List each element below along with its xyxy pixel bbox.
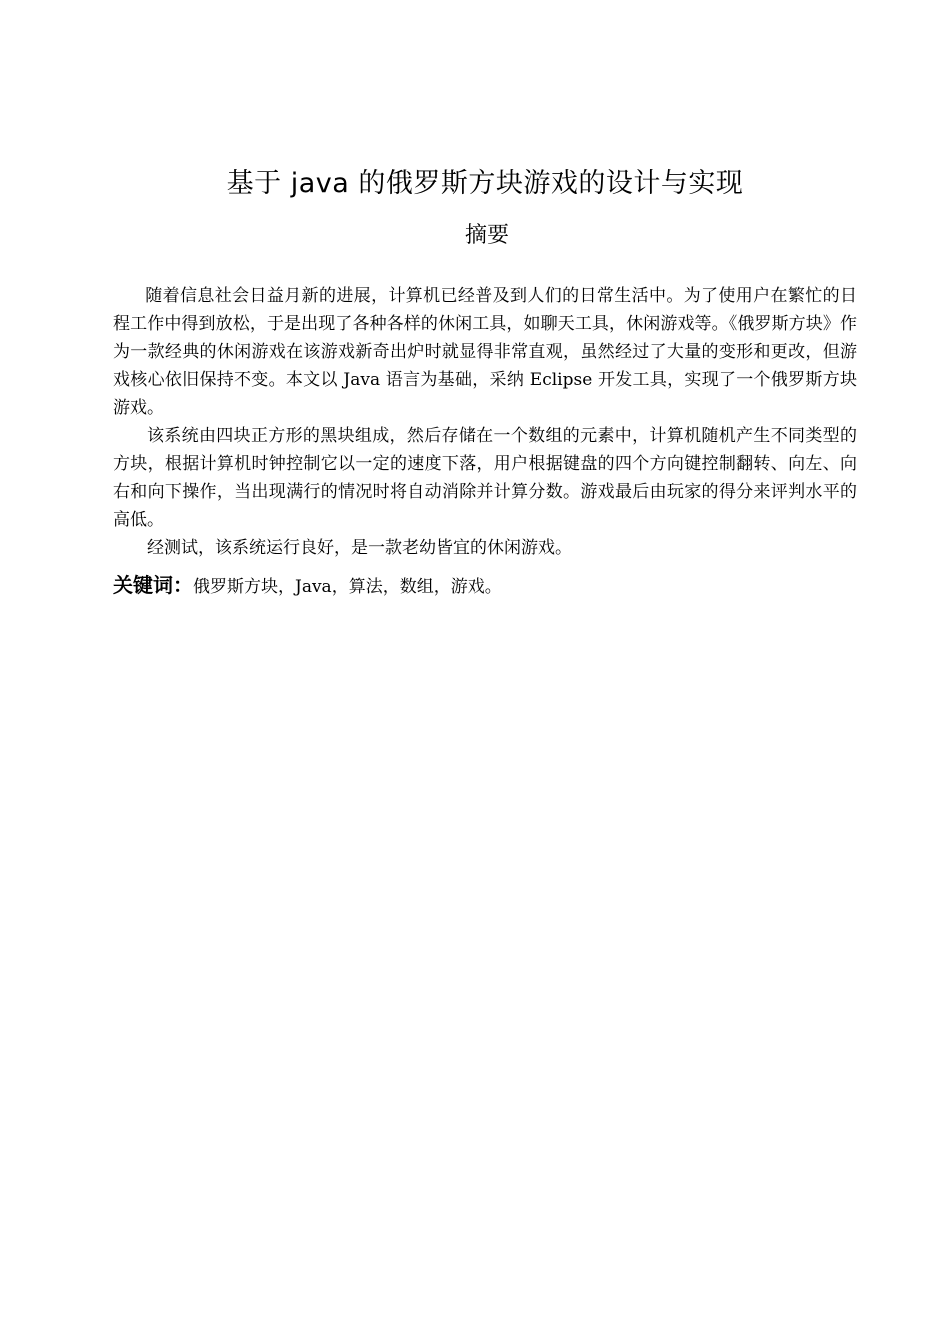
abstract-paragraph: 该系统由四块正方形的黑块组成，然后存储在一个数组的元素中，计算机随机产生不同类型的方块，根据计算机时钟控制它以一定的速度下落，用户根据键盘的四个方向键控制翻转、向左、向右和向下操作，当出现满行的情况时将自动消除并计算分数。游戏最后由玩家的得分来评判水平的高低。 [113,426,857,530]
keywords-label: 关键词： [113,573,193,597]
abstract-paragraph: 随着信息社会日益月新的进展，计算机已经普及到人们的日常生活中。为了使用户在繁忙的日程工作中得到放松，于是出现了各种各样的休闲工具，如聊天工具，休闲游戏等。《俄罗斯方块》作为一款经典的休闲游戏在该游戏新奇出炉时就显得非常直观，虽然经过了大量的变形和更改，但游戏核心依旧保持不变。本文以 Java 语言为基础，采纳 Eclipse 开发工具，实现了一个俄罗斯方块游戏。 [113,286,857,418]
document-title: 基于 java 的俄罗斯方块游戏的设计与实现 [226,168,744,199]
keywords-text: 俄罗斯方块，Java，算法，数组，游戏。 [193,577,502,597]
abstract-body [113,282,857,562]
keywords-line [113,571,857,601]
abstract-heading: 摘要 [464,223,509,248]
abstract-paragraph: 经测试，该系统运行良好，是一款老幼皆宜的休闲游戏。 [147,538,572,558]
